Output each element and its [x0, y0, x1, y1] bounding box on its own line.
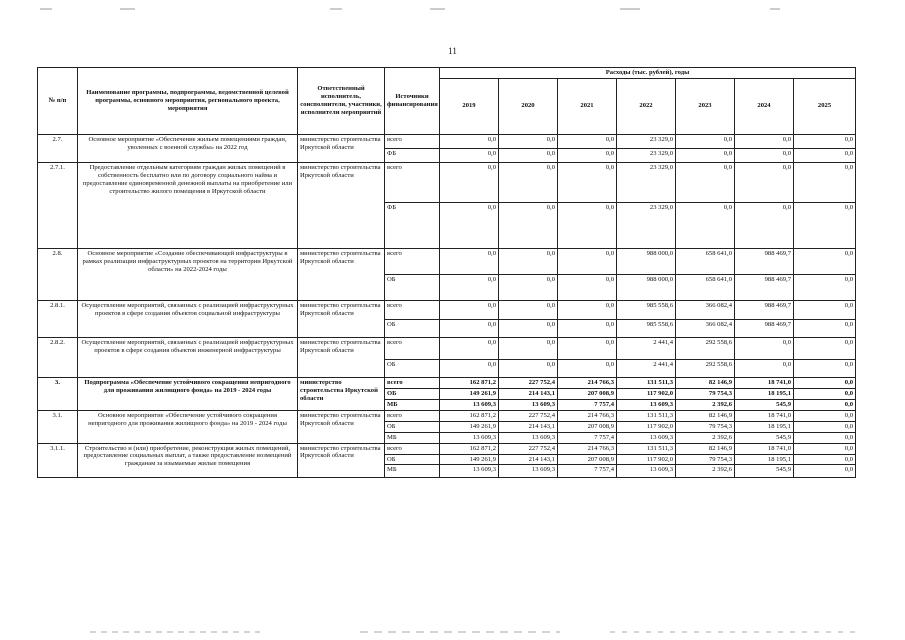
value-cell-2019: 0,0	[440, 359, 499, 377]
value-cell-2019: 0,0	[440, 148, 499, 162]
value-cell-2019: 0,0	[440, 162, 499, 202]
value-cell-2025: 0,0	[794, 399, 856, 410]
table-row	[38, 162, 856, 202]
value-cell-2019: 13 609,3	[440, 399, 499, 410]
value-cell-2022: 23 329,0	[617, 148, 676, 162]
value-cell-2023: 0,0	[676, 202, 735, 248]
row-name: Основное мероприятие «Создание обеспечивающей инфраструктуры в рамках реализации инфраструктурных проектов на территории Иркутской области» на 2022-2024 годы	[78, 248, 298, 300]
value-cell-2025: 0,0	[794, 134, 856, 148]
value-cell-2020: 0,0	[499, 359, 558, 377]
value-cell-2020: 0,0	[499, 148, 558, 162]
value-cell-2024: 18 741,0	[735, 377, 794, 388]
value-cell-2019: 0,0	[440, 134, 499, 148]
value-cell-2019: 13 609,3	[440, 432, 499, 443]
scan-artifact-top	[0, 6, 905, 12]
row-name: Осуществление мероприятий, связанных с реализацией инфраструктурных проектов в сфере создания объектов инженерной инфраструктуры	[78, 337, 298, 377]
scan-artifact-bottom	[0, 628, 905, 636]
row-executor: министерство строительства Иркутской области	[298, 377, 385, 410]
row-source: всего	[385, 377, 440, 388]
value-cell-2022: 23 329,0	[617, 202, 676, 248]
row-name: Предоставление отдельным категориям граждан жилых помещений в собственность бесплатно или по договору социального найма и предоставление единовременной денежной выплаты на приобретение или строительство жилого помещения в Иркутской области	[78, 162, 298, 248]
value-cell-2023: 0,0	[676, 134, 735, 148]
value-cell-2023: 366 082,4	[676, 300, 735, 319]
table-row	[38, 377, 856, 388]
value-cell-2022: 117 902,0	[617, 454, 676, 465]
row-code: 3.1.	[38, 410, 78, 443]
row-source: всего	[385, 134, 440, 148]
value-cell-2019: 162 871,2	[440, 377, 499, 388]
value-cell-2021: 0,0	[558, 359, 617, 377]
value-cell-2022: 985 558,6	[617, 300, 676, 319]
value-cell-2021: 7 757,4	[558, 399, 617, 410]
value-cell-2019: 13 609,3	[440, 465, 499, 478]
row-source: ОБ	[385, 359, 440, 377]
value-cell-2021: 0,0	[558, 319, 617, 337]
value-cell-2023: 79 754,3	[676, 454, 735, 465]
value-cell-2020: 0,0	[499, 337, 558, 359]
value-cell-2022: 2 441,4	[617, 359, 676, 377]
value-cell-2023: 2 392,6	[676, 465, 735, 478]
value-cell-2025: 0,0	[794, 377, 856, 388]
value-cell-2019: 0,0	[440, 300, 499, 319]
row-code: 2.8.2.	[38, 337, 78, 377]
value-cell-2024: 0,0	[735, 202, 794, 248]
header-name: Наименование программы, подпрограммы, ведомственной целевой программы, основного мероприятия, регионального проекта, мероприятия	[78, 68, 298, 135]
value-cell-2023: 79 754,3	[676, 421, 735, 432]
table-row	[38, 410, 856, 421]
value-cell-2022: 23 329,0	[617, 162, 676, 202]
row-source: ФБ	[385, 148, 440, 162]
header-year-2022: 2022	[617, 78, 676, 134]
header-year-2019: 2019	[440, 78, 499, 134]
value-cell-2023: 0,0	[676, 148, 735, 162]
value-cell-2025: 0,0	[794, 148, 856, 162]
page-number: 11	[448, 46, 457, 56]
value-cell-2024: 18 195,1	[735, 388, 794, 399]
value-cell-2020: 214 143,1	[499, 388, 558, 399]
value-cell-2023: 658 641,0	[676, 274, 735, 300]
value-cell-2021: 0,0	[558, 274, 617, 300]
row-code: 2.8.	[38, 248, 78, 300]
value-cell-2021: 7 757,4	[558, 465, 617, 478]
value-cell-2021: 214 766,3	[558, 377, 617, 388]
value-cell-2025: 0,0	[794, 319, 856, 337]
value-cell-2022: 13 609,3	[617, 399, 676, 410]
value-cell-2019: 149 261,9	[440, 388, 499, 399]
value-cell-2020: 13 609,3	[499, 432, 558, 443]
row-executor: министерство строительства Иркутской области	[298, 162, 385, 248]
value-cell-2020: 227 752,4	[499, 377, 558, 388]
value-cell-2023: 79 754,3	[676, 388, 735, 399]
row-source: ОБ	[385, 319, 440, 337]
row-name: Строительство и (или) приобретение, реконструкция жилых помещений, предоставление социальных выплат, а также предоставление возмещений гражданам за изымаемые жилые помещения	[78, 443, 298, 478]
table-row	[38, 300, 856, 319]
value-cell-2022: 131 511,3	[617, 377, 676, 388]
value-cell-2023: 2 392,6	[676, 432, 735, 443]
value-cell-2022: 988 000,0	[617, 248, 676, 274]
value-cell-2019: 149 261,9	[440, 421, 499, 432]
row-code: 2.7.	[38, 134, 78, 162]
value-cell-2024: 545,9	[735, 465, 794, 478]
value-cell-2022: 985 558,6	[617, 319, 676, 337]
value-cell-2023: 0,0	[676, 162, 735, 202]
row-source: МБ	[385, 399, 440, 410]
row-source: всего	[385, 443, 440, 454]
row-source: всего	[385, 410, 440, 421]
value-cell-2019: 162 871,2	[440, 443, 499, 454]
row-source: ОБ	[385, 274, 440, 300]
value-cell-2025: 0,0	[794, 410, 856, 421]
value-cell-2020: 0,0	[499, 202, 558, 248]
value-cell-2020: 227 752,4	[499, 443, 558, 454]
value-cell-2024: 0,0	[735, 337, 794, 359]
value-cell-2025: 0,0	[794, 202, 856, 248]
value-cell-2024: 18 195,1	[735, 421, 794, 432]
header-year-2021: 2021	[558, 78, 617, 134]
header-num: № п/п	[38, 68, 78, 135]
value-cell-2020: 214 143,1	[499, 421, 558, 432]
value-cell-2020: 0,0	[499, 134, 558, 148]
value-cell-2022: 13 609,3	[617, 465, 676, 478]
value-cell-2023: 366 082,4	[676, 319, 735, 337]
row-source: ОБ	[385, 454, 440, 465]
value-cell-2024: 0,0	[735, 134, 794, 148]
value-cell-2019: 0,0	[440, 248, 499, 274]
value-cell-2022: 988 000,0	[617, 274, 676, 300]
value-cell-2020: 0,0	[499, 300, 558, 319]
value-cell-2020: 0,0	[499, 248, 558, 274]
value-cell-2024: 988 469,7	[735, 319, 794, 337]
row-executor: министерство строительства Иркутской области	[298, 337, 385, 377]
value-cell-2023: 2 392,6	[676, 399, 735, 410]
value-cell-2021: 214 766,3	[558, 410, 617, 421]
value-cell-2021: 207 008,9	[558, 421, 617, 432]
value-cell-2022: 13 609,3	[617, 432, 676, 443]
value-cell-2025: 0,0	[794, 465, 856, 478]
row-executor: министерство строительства Иркутской области	[298, 300, 385, 337]
value-cell-2023: 82 146,9	[676, 443, 735, 454]
row-executor: министерство строительства Иркутской области	[298, 410, 385, 443]
row-code: 3.1.1.	[38, 443, 78, 478]
row-executor: министерство строительства Иркутской области	[298, 248, 385, 300]
header-expenses: Расходы (тыс. рублей), годы	[440, 68, 856, 79]
table-row	[38, 134, 856, 148]
row-source: ФБ	[385, 202, 440, 248]
value-cell-2022: 117 902,0	[617, 421, 676, 432]
value-cell-2021: 0,0	[558, 162, 617, 202]
value-cell-2020: 0,0	[499, 274, 558, 300]
row-source: МБ	[385, 432, 440, 443]
row-executor: министерство строительства Иркутской области	[298, 443, 385, 478]
value-cell-2022: 23 329,0	[617, 134, 676, 148]
value-cell-2020: 214 143,1	[499, 454, 558, 465]
header-year-2024: 2024	[735, 78, 794, 134]
header-executor: Ответственный исполнитель, соисполнители, участники, исполнители мероприятий	[298, 68, 385, 135]
value-cell-2023: 292 558,6	[676, 359, 735, 377]
value-cell-2021: 207 008,9	[558, 388, 617, 399]
value-cell-2025: 0,0	[794, 359, 856, 377]
value-cell-2019: 0,0	[440, 202, 499, 248]
value-cell-2021: 0,0	[558, 300, 617, 319]
table-body	[38, 134, 856, 478]
value-cell-2025: 0,0	[794, 443, 856, 454]
value-cell-2023: 82 146,9	[676, 377, 735, 388]
value-cell-2025: 0,0	[794, 300, 856, 319]
row-source: МБ	[385, 465, 440, 478]
value-cell-2021: 0,0	[558, 202, 617, 248]
row-source: всего	[385, 300, 440, 319]
header-year-2020: 2020	[499, 78, 558, 134]
value-cell-2019: 0,0	[440, 274, 499, 300]
value-cell-2021: 0,0	[558, 134, 617, 148]
value-cell-2023: 292 558,6	[676, 337, 735, 359]
header-source: Источники финансирования	[385, 68, 440, 135]
row-source: всего	[385, 248, 440, 274]
value-cell-2023: 658 641,0	[676, 248, 735, 274]
value-cell-2024: 545,9	[735, 399, 794, 410]
value-cell-2025: 0,0	[794, 432, 856, 443]
value-cell-2020: 227 752,4	[499, 410, 558, 421]
value-cell-2020: 13 609,3	[499, 465, 558, 478]
value-cell-2023: 82 146,9	[676, 410, 735, 421]
value-cell-2022: 131 511,3	[617, 443, 676, 454]
table-row	[38, 443, 856, 454]
table-row	[38, 248, 856, 274]
value-cell-2020: 0,0	[499, 319, 558, 337]
row-code: 2.8.1.	[38, 300, 78, 337]
row-code: 3.	[38, 377, 78, 410]
budget-table	[37, 67, 856, 478]
row-source: ОБ	[385, 421, 440, 432]
header-year-2023: 2023	[676, 78, 735, 134]
row-name: Подпрограмма «Обеспечение устойчивого сокращения непригодного для проживания жилищного фонда» на 2019 - 2024 годы	[78, 377, 298, 410]
value-cell-2024: 18 195,1	[735, 454, 794, 465]
value-cell-2020: 13 609,3	[499, 399, 558, 410]
value-cell-2024: 545,9	[735, 432, 794, 443]
value-cell-2024: 988 469,7	[735, 248, 794, 274]
value-cell-2022: 2 441,4	[617, 337, 676, 359]
row-executor: министерство строительства Иркутской области	[298, 134, 385, 162]
value-cell-2024: 0,0	[735, 359, 794, 377]
value-cell-2025: 0,0	[794, 454, 856, 465]
table-row	[38, 337, 856, 359]
value-cell-2025: 0,0	[794, 248, 856, 274]
value-cell-2024: 18 741,0	[735, 410, 794, 421]
value-cell-2019: 0,0	[440, 319, 499, 337]
value-cell-2025: 0,0	[794, 421, 856, 432]
row-source: ОБ	[385, 388, 440, 399]
value-cell-2019: 162 871,2	[440, 410, 499, 421]
value-cell-2025: 0,0	[794, 274, 856, 300]
value-cell-2024: 18 741,0	[735, 443, 794, 454]
value-cell-2025: 0,0	[794, 162, 856, 202]
row-name: Основное мероприятие «Обеспечение жильем помещениями граждан, уволенных с военной службы» на 2022 год	[78, 134, 298, 162]
value-cell-2021: 0,0	[558, 337, 617, 359]
value-cell-2022: 117 902,0	[617, 388, 676, 399]
row-source: всего	[385, 162, 440, 202]
value-cell-2024: 988 469,7	[735, 274, 794, 300]
header-year-2025: 2025	[794, 78, 856, 134]
value-cell-2021: 0,0	[558, 248, 617, 274]
value-cell-2025: 0,0	[794, 337, 856, 359]
value-cell-2021: 207 008,9	[558, 454, 617, 465]
value-cell-2021: 214 766,3	[558, 443, 617, 454]
value-cell-2024: 988 469,7	[735, 300, 794, 319]
value-cell-2022: 131 511,3	[617, 410, 676, 421]
table-header	[38, 68, 856, 135]
value-cell-2024: 0,0	[735, 162, 794, 202]
value-cell-2019: 149 261,9	[440, 454, 499, 465]
value-cell-2020: 0,0	[499, 162, 558, 202]
row-name: Осуществление мероприятий, связанных с реализацией инфраструктурных проектов в сфере создания объектов социальной инфраструктуры	[78, 300, 298, 337]
value-cell-2021: 0,0	[558, 148, 617, 162]
row-source: всего	[385, 337, 440, 359]
value-cell-2024: 0,0	[735, 148, 794, 162]
value-cell-2025: 0,0	[794, 388, 856, 399]
row-name: Основное мероприятие «Обеспечение устойчивого сокращения непригодного для проживания жилищного фонда» на 2019 - 2024 годы	[78, 410, 298, 443]
value-cell-2019: 0,0	[440, 337, 499, 359]
row-code: 2.7.1.	[38, 162, 78, 248]
value-cell-2021: 7 757,4	[558, 432, 617, 443]
